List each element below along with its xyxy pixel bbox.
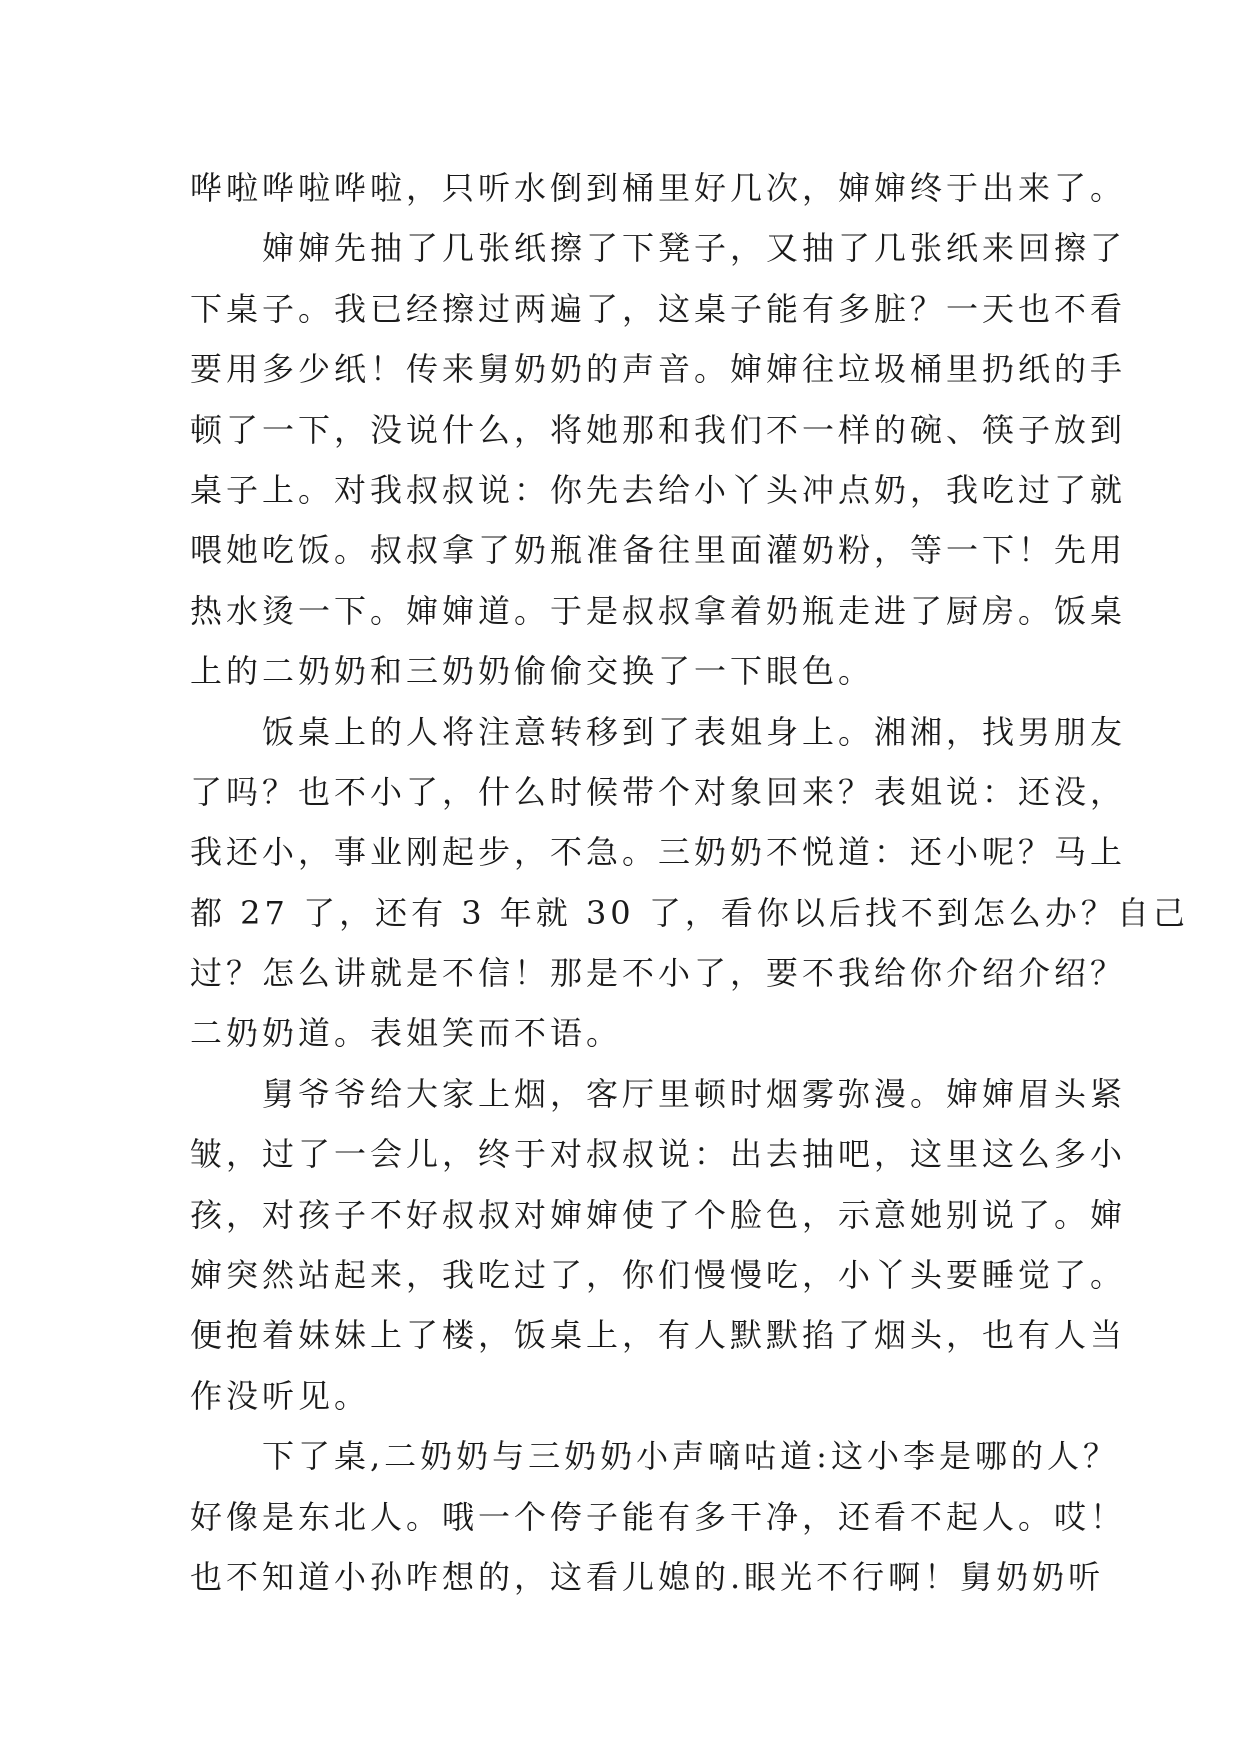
text-line: 舅爷爷给大家上烟，客厅里顿时烟雾弥漫。婶婶眉头紧 (262, 1074, 1127, 1113)
text-line: 过？怎么讲就是不信！那是不小了，要不我给你介绍介绍？ (190, 954, 1127, 993)
text-line: 饭桌上的人将注意转移到了表姐身上。湘湘，找男朋友 (262, 712, 1127, 751)
text-line: 哗啦哗啦哗啦，只听水倒到桶里好几次，婶婶终于出来了。 (190, 169, 1127, 207)
text-line: 好像是东北人。哦一个侉子能有多干净，还看不起人。哎！ (190, 1497, 1127, 1536)
text-line: 上的二奶奶和三奶奶偷偷交换了一下眼色。 (190, 652, 875, 691)
text-line: 作没听见。 (190, 1376, 371, 1415)
text-line: 了吗？也不小了，什么时候带个对象回来？表姐说：还没， (190, 772, 1127, 811)
text-line: 顿了一下，没说什么，将她那和我们不一样的碗、筷子放到 (190, 410, 1127, 449)
text-line: 下桌子。我已经擦过两遍了，这桌子能有多脏？一天也不看 (190, 289, 1127, 328)
text-line: 喂她吃饭。叔叔拿了奶瓶准备往里面灌奶粉，等一下！先用 (190, 531, 1127, 570)
text-line: 热水烫一下。婶婶道。于是叔叔拿着奶瓶走进了厨房。饭桌 (190, 591, 1127, 630)
text-line: 皱，过了一会儿，终于对叔叔说：出去抽吧，这里这么多小 (190, 1135, 1127, 1174)
text-line: 便抱着妹妹上了楼，饭桌上，有人默默掐了烟头，也有人当 (190, 1316, 1127, 1355)
text-line: 我还小，事业刚起步，不急。三奶奶不悦道：还小呢？马上 (190, 833, 1127, 872)
text-line: 婶突然站起来，我吃过了，你们慢慢吃，小丫头要睡觉了。 (190, 1256, 1127, 1295)
text-line: 都 27 了，还有 3 年就 30 了，看你以后找不到怎么办？自己 (190, 893, 1189, 932)
text-line: 下了桌,二奶奶与三奶奶小声嘀咕道:这小李是哪的人？ (262, 1437, 1119, 1476)
text-line: 桌子上。对我叔叔说：你先去给小丫头冲点奶，我吃过了就 (190, 470, 1127, 509)
document-body (190, 158, 1189, 1607)
text-line: 婶婶先抽了几张纸擦了下凳子，又抽了几张纸来回擦了 (262, 229, 1127, 268)
text-line: 也不知道小孙咋想的，这看儿媳的.眼光不行啊！舅奶奶听 (190, 1557, 1105, 1596)
text-line: 要用多少纸！传来舅奶奶的声音。婶婶往垃圾桶里扔纸的手 (190, 350, 1127, 389)
text-line: 二奶奶道。表姐笑而不语。 (190, 1014, 623, 1053)
text-line: 孩，对孩子不好叔叔对婶婶使了个脸色，示意她别说了。婶 (190, 1195, 1127, 1234)
